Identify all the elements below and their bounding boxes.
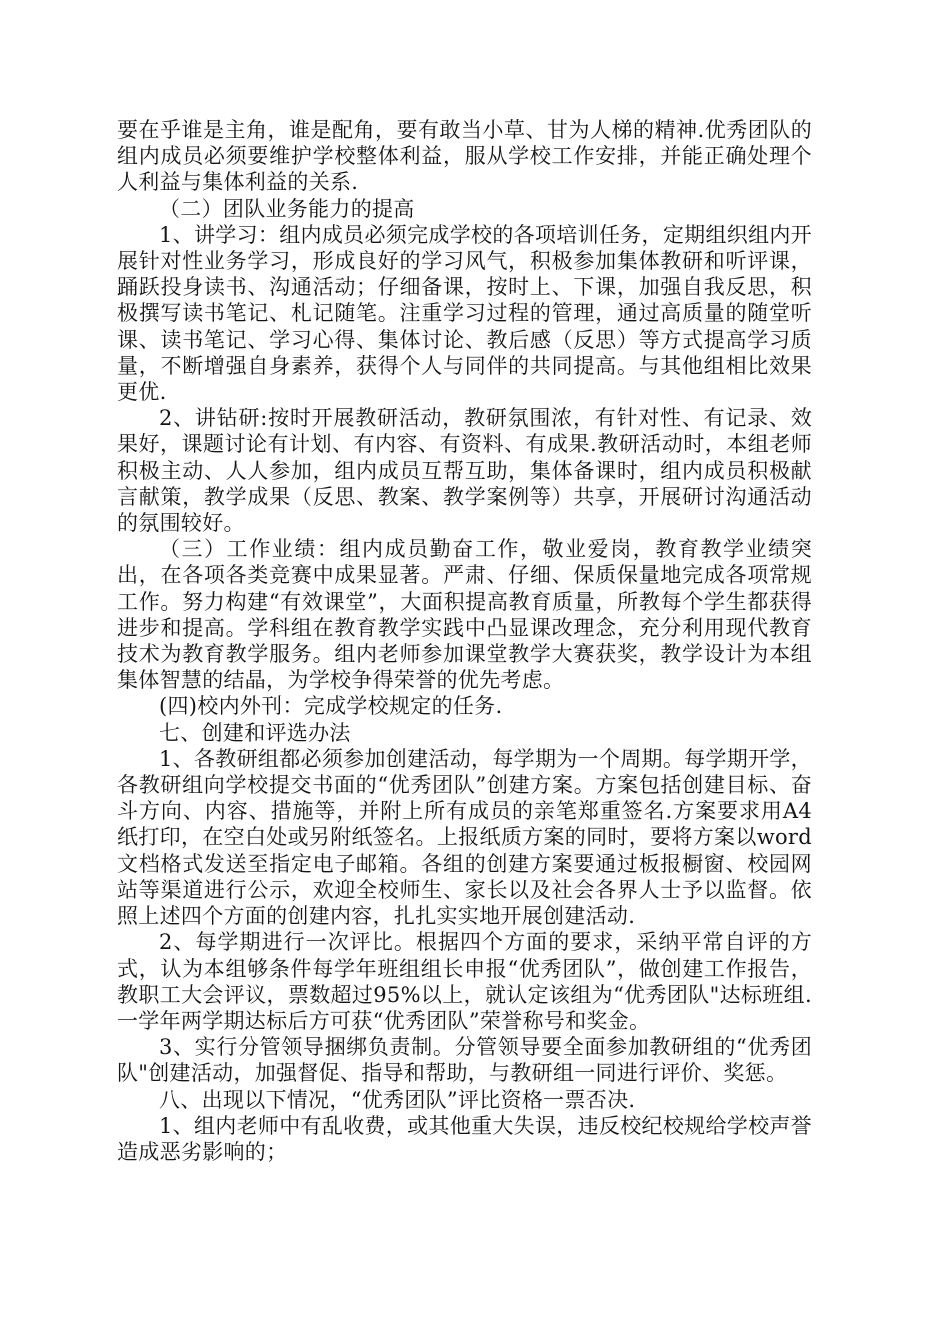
- heading-business-ability: （二）团队业务能力的提高: [159, 196, 415, 221]
- paragraph-work-performance: （三）工作业绩：组内成员勤奋工作，敬业爱岗，教育教学业绩突出，在各项各类竞赛中成果显著。严肃、仔细、保质保量地完成各项常规工作。努力构建“有效课堂”，大面积提高教育质量，所教每个学生都获得进步和提高。学科组在教育教学实践中凸显课改理念，充分利用现代教育技术为教育教学服务。组内老师参加课堂教学大赛获奖，教学设计为本组集体智慧的结晶，为学校争得荣誉的优先考虑。: [117, 537, 812, 693]
- paragraph-evaluation: 2、每学期进行一次评比。根据四个方面的要求，采纳平常自评的方式，认为本组够条件每学年班组组长申报“优秀团队”，做创建工作报告，教职工大会评议，票数超过95%以上，就认定该组为“优秀团队"达标班组.一学年两学期达标后方可获“优秀团队”荣誉称号和奖金。: [117, 930, 812, 1033]
- paragraph-team-spirit: 要在乎谁是主角，谁是配角，要有敢当小草、甘为人梯的精神.优秀团队的组内成员必须要维护学校整体利益，服从学校工作安排，并能正确处理个人利益与集体利益的关系.: [117, 118, 812, 195]
- document-page: [117, 117, 812, 1165]
- paragraph-publications: (四)校内外刊：完成学校规定的任务.: [159, 694, 503, 719]
- heading-veto-conditions: 八、出现以下情况，“优秀团队”评比资格一票否决.: [159, 1087, 636, 1112]
- paragraph-veto-item-1: 1、组内老师中有乱收费，或其他重大失误，违反校纪校规给学校声誉造成恶劣影响的；: [117, 1113, 812, 1164]
- heading-creation-evaluation: 七、创建和评选办法: [159, 720, 351, 745]
- paragraph-creation-activity: 1、各教研组都必须参加创建活动，每学期为一个周期。每学期开学，各教研组向学校提交书面的“优秀团队”创建方案。方案包括创建目标、奋斗方向、内容、措施等，并附上所有成员的亲笔郑重签名.方案要求用A4纸打印，在空白处或另附纸签名。上报纸质方案的同时，要将方案以word文档格式发送至指定电子邮箱。各组的创建方案要通过板报橱窗、校园网站等渠道进行公示，欢迎全校师生、家长以及社会各界人士予以监督。依照上述四个方面的创建内容，扎扎实实地开展创建活动.: [117, 746, 812, 929]
- paragraph-research: 2、讲钻研:按时开展教研活动，教研氛围浓，有针对性、有记录、效果好，课题讨论有计划、有内容、有资料、有成果.教研活动时，本组老师积极主动、人人参加，组内成员互帮互助，集体备课时，组内成员积极献言献策，教学成果（反思、教案、教学案例等）共享，开展研讨沟通活动的氛围较好。: [117, 406, 812, 536]
- paragraph-leadership: 3、实行分管领导捆绑负责制。分管领导要全面参加教研组的“优秀团队"创建活动，加强督促、指导和帮助，与教研组一同进行评价、奖惩。: [117, 1035, 812, 1086]
- paragraph-study: 1、讲学习：组内成员必须完成学校的各项培训任务，定期组织组内开展针对性业务学习，形成良好的学习风气，积极参加集体教研和听评课，踊跃投身读书、沟通活动；仔细备课，按时上、下课，加强自我反思，积极撰写读书笔记、札记随笔。注重学习过程的管理，通过高质量的随堂听课、读书笔记、学习心得、集体讨论、教后感（反思）等方式提高学习质量，不断增强自身素养，获得个人与同伴的共同提高。与其他组相比效果更优.: [117, 222, 812, 405]
